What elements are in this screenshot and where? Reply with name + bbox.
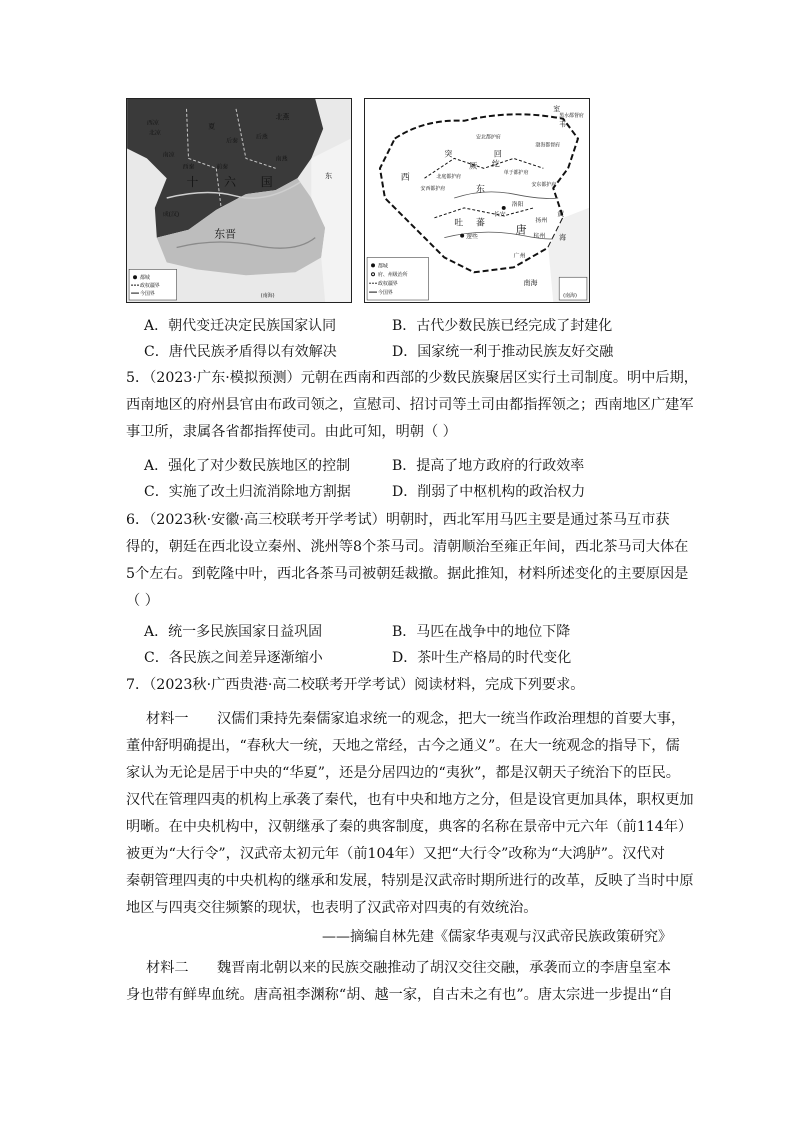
map-left-label-6: 西秦 [182,163,195,171]
map-left-label-0: 北燕 [275,112,290,121]
map-right-legend-3: 今国界 [377,290,393,297]
map-right-label-24: 海 [559,233,567,242]
map-right-label-21: 杭州 [533,232,546,240]
q5-option-d: D．削弱了中枢机构的政治权力 [392,484,586,500]
map-right-label-16: 蕃 [476,218,485,229]
map-left-label-3: 南凉 [162,151,175,159]
map-right-label-19: 洛阳 [511,200,524,208]
map-right-label-6: 黑水都督府 [559,112,584,119]
material-two-line-1: 材料二 魏晋南北朝以来的民族交融推动了胡汉交往交融，承袭而立的李唐皇室本 [146,960,671,976]
map-right-legend-1: 府、州级治所 [377,272,408,279]
q6-stem-line-3: 5个左右。到乾隆中叶，西北各茶马司被朝廷裁撤。据此推知，材料所述变化的主要原因是 [126,566,689,582]
map-left-label-2: 北凉 [148,129,161,137]
map-left-legend-2: 今国界 [139,291,155,298]
map-left-inset: (南海) [260,293,275,300]
map-left-label-1: 西凉 [146,119,159,127]
q5-option-b: B．提高了地方政府的行政效率 [392,458,585,474]
map-right-label-25: 南海 [523,279,538,288]
map-right-label-13: 西 [400,173,410,184]
map-left-label-9: 前秦 [216,163,229,171]
map-left-label-5: 后秦 [226,137,239,145]
map-right-svg [365,99,589,302]
material-one-line-8: 地区与四夷交往频繁的现状，也表明了汉武帝对四夷的有效统治。 [126,900,538,916]
map-right-label-1: 纥 [491,159,500,169]
map-sixteen-kingdoms [126,98,352,303]
map-left-label-11: 六 [224,175,237,190]
map-right-label-12: 安东都护府 [531,182,557,189]
map-left-svg [127,99,351,302]
q6-option-c: C．各民族之间差异逐渐缩小 [144,650,323,666]
map-right-label-8: 安北都护府 [476,134,501,141]
map-left-label-14: 成(汉) [162,210,180,218]
q7-stem: 7．（2023秋·广西贵港·高二校联考开学考试）阅读材料，完成下列要求。 [126,677,585,693]
map-right-label-26: 黄 [557,209,565,218]
q5-option-a: A．强化了对少数民族地区的控制 [144,458,351,474]
material-one-line-6: 被更为“大行令”，汉武帝太初元年（前104年）又把“大行令”改称为“大鸿胪”。汉代对 [126,846,665,862]
map-left-label-15: 东 [325,172,333,181]
map-right-legend-0: 都城 [377,263,388,270]
material-one-line-7: 秦朝管理四夷的中央机构的继承和发展，特别是汉武帝时期所进行的改革，反映了当时中原 [126,873,694,889]
map-left-label-4: 夏 [208,122,216,131]
material-one-line-3: 家认为无论是居于中央的“华夏”，还是分居四边的“夷狄”，都是汉朝天子统治下的臣民。 [126,765,680,781]
map-left-label-13: 东晋 [214,227,236,241]
map-right-label-9: 单于都护府 [503,170,529,177]
q6-stem-line-1: 6．（2023秋·安徽·高三校联考开学考试）明朝时，西北军用马匹主要是通过茶马互市获 [126,512,670,528]
material-one-line-5: 明晰。在中央机构中，汉朝继承了秦的典客制度，典客的名称在景帝中元六年（前114年） [126,819,693,835]
map-right-label-5: 韦 [559,120,567,129]
map-right-label-7: 渤海都督府 [535,142,561,149]
map-left-label-10: 十 [186,175,199,190]
q6-option-b: B．马匹在战争中的地位下降 [392,624,571,640]
q6-stem-line-4: （ ） [126,593,159,609]
q5-stem-line-1: 5．（2023·广东·模拟预测）元朝在西南和西部的少数民族聚居区实行土司制度。明中后期， [126,370,698,386]
map-right-label-4: 室 [553,104,561,113]
q4-option-b: B．古代少数民族已经完成了封建化 [392,318,613,334]
q6-option-a: A．统一多民族国家日益巩固 [144,624,323,640]
map-right-label-14: 东 [476,185,485,196]
map-right-legend-2: 政权疆界 [377,281,398,288]
map-right-label-2: 突 [444,149,453,159]
q5-stem-line-2: 西南地区的府州县官由布政司领之，宣慰司、招讨司等土司由都指挥领之；西南地区广建军 [126,397,694,413]
q5-stem-line-3: 事卫所，隶属各省都指挥使司。由此可知，明朝（ ） [126,424,457,440]
material-two-line-2: 身也带有鲜卑血统。唐高祖李渊称“胡、越一家，自古未之有也”。唐太宗进一步提出“自 [126,987,673,1003]
map-left-legend-0: 都城 [139,275,150,282]
q4-option-d: D．国家统一利于推动民族友好交融 [392,344,614,360]
map-tang-dynasty [364,98,590,303]
map-right-label-11: 安西都护府 [420,186,446,193]
q6-option-d: D．茶叶生产格局的时代变化 [392,650,572,666]
map-right-label-23: 唐 [515,223,527,237]
map-right-label-18: 长安 [493,210,506,218]
map-right-label-10: 北庭都护府 [436,174,462,181]
q6-stem-line-2: 得的，朝廷在西北设立秦州、洮州等8个茶马司。清朝顺治至雍正年间，西北茶马司大体在 [126,539,689,555]
map-right-label-20: 扬州 [535,216,548,224]
map-right-label-22: 广州 [513,252,526,260]
map-right-label-17: 逻些 [466,233,478,241]
q4-option-c: C．唐代民族矛盾得以有效解决 [144,344,337,360]
material-one-line-2: 董仲舒明确提出，“春秋大一统，天地之常经，古今之通义”。在大一统观念的指导下，儒 [126,738,680,754]
map-left-legend-1: 政权疆界 [139,283,160,290]
map-right-inset: (南海) [563,293,577,300]
map-right-label-0: 回 [493,149,502,159]
material-one-line-1: 材料一 汉儒们秉持先秦儒家追求统一的观念，把大一统当作政治理想的首要大事， [146,711,686,727]
material-one-source: ——摘编自林先建《儒家华夷观与汉武帝民族政策研究》 [322,929,672,945]
q5-option-c: C．实施了改土归流消除地方割据 [144,484,351,500]
q4-option-a: A．朝代变迁决定民族国家认同 [144,318,337,334]
map-left-label-12: 国 [260,175,273,190]
map-left-label-7: 后燕 [255,133,268,141]
map-right-label-3: 厥 [469,161,477,171]
material-one-line-4: 汉代在管理四夷的机构上承袭了秦代，也有中央和地方之分，但是设官更加具体，职权更加 [126,792,694,808]
map-right-label-15: 吐 [454,218,464,229]
map-left-label-8: 南燕 [275,155,288,163]
